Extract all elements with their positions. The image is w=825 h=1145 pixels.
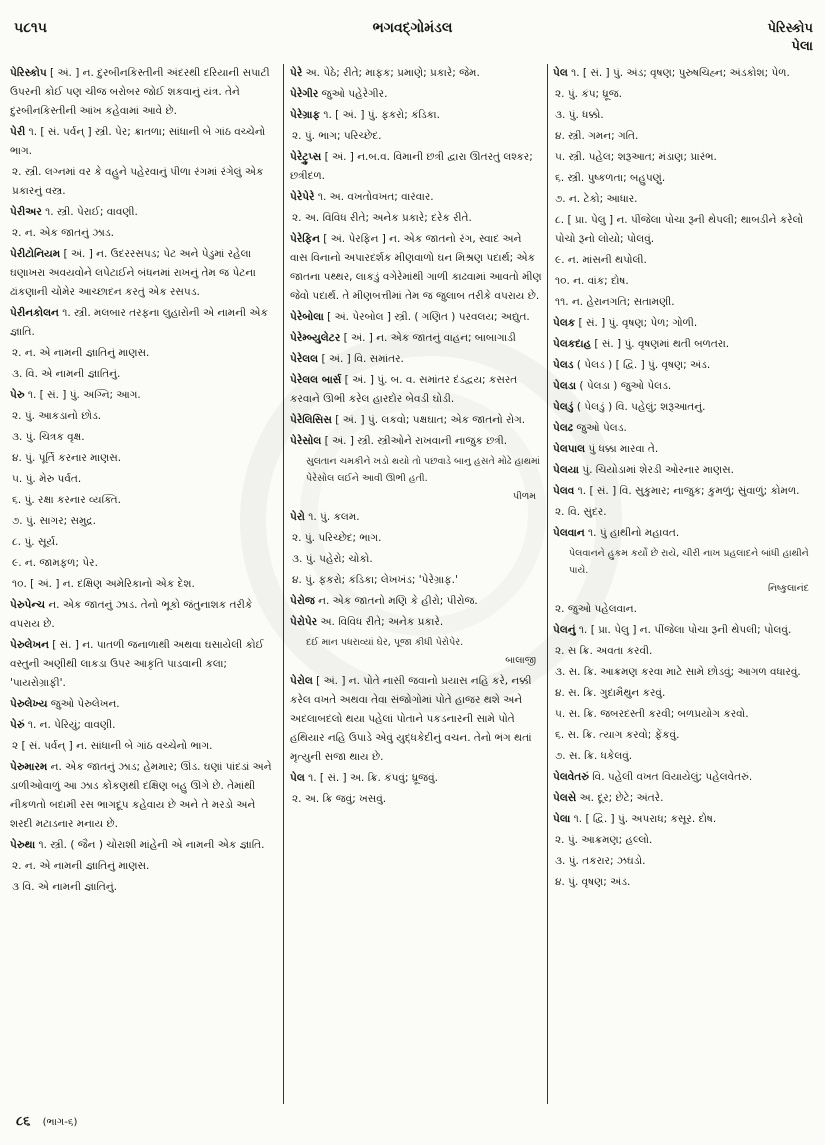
entry-sense	[290, 550, 542, 569]
headword: પેલડું	[553, 401, 574, 413]
headword: પેલ	[290, 772, 305, 784]
definition-text: ૧. [ સં. પર્વન્ ] સ્ત્રી. પેર; ક્રાતળા; સાંધાની બે ગાંઠ વચ્ચેનો ભાગ.	[10, 126, 266, 157]
definition-text: ૨. પું. ભાગ; પરિચ્છેદ.	[292, 130, 382, 142]
headword: પેરુપેન્ચ	[10, 599, 45, 611]
guide-word-last: પેલા	[791, 39, 813, 54]
dictionary-entry	[10, 64, 278, 121]
headword: પેરુ	[10, 389, 25, 401]
entry-sense	[10, 365, 278, 384]
dictionary-entry	[553, 461, 815, 480]
quotation-attribution: પીળમ	[513, 491, 536, 502]
quotation: દઈ માન પધરાવ્યાં ઘેર, પૂજા કીધી પેરોપેર.	[306, 637, 464, 648]
dictionary-entry	[290, 188, 542, 207]
definition-text: ૧. સ્ત્રી. ( જૈન ) ચોરાશી માંહેની એ નામની એક જ્ઞાતિ.	[35, 839, 265, 851]
definition-text: જુઓ પેલડ.	[572, 422, 627, 434]
dictionary-entry	[553, 314, 815, 333]
entry-sense	[553, 663, 815, 682]
entry-sense	[553, 684, 815, 703]
definition-text: ૧. [ દ્વિ. ] પું. અપરાધ; કસૂર. દોષ.	[570, 813, 717, 825]
definition-text: ૧. [ સં. ] પું. અંડ; વૃષણ; પુરુષચિહ્ન; અંડકોશ; પેળ.	[567, 67, 790, 79]
dictionary-entry	[290, 308, 542, 327]
headword: પેરેલિસિસ	[290, 414, 332, 426]
headword: પેરેપેરે	[290, 191, 315, 203]
footer-page-marker: ૮૬	[16, 1114, 31, 1129]
entry-sense	[10, 857, 278, 876]
quotation-attribution: નિષ્કુલાનંદ	[767, 583, 809, 594]
definition-text: ૪. પું. પૂર્તિ કરનાર માણસ.	[12, 452, 122, 464]
column-1	[10, 64, 278, 1104]
headword: પેરેબોલા	[290, 311, 324, 323]
definition-text: [ અં. ] પું. લકવો; પક્ષઘાત; એક જાતનો રોગ.	[331, 414, 526, 426]
headword: પેલવાન	[553, 527, 585, 539]
definition-text: ( પેલડ ) [ દ્વિ. ] પું. વૃષણ; અંડ.	[573, 359, 711, 371]
definition-text: ૨. જુઓ પહેલવાન.	[555, 603, 637, 615]
definition-text: ૫. સ્ત્રી. પહેલ; શરૂઆત; મંડાણ; પ્રારંભ.	[555, 151, 717, 163]
headword: પેરોપેર	[290, 616, 318, 628]
definition-text: જુઓ પેરુલેખન.	[47, 698, 120, 710]
definition-text: ૨. અ. વિવિધ રીતે; અનેક પ્રકારે; દરેક રીતે.	[292, 212, 472, 224]
definition-text: ૨ [ સં. પર્વન્ ] ન. સાંધાની બે ગાંઠ વચ્ચેનો ભાગ.	[12, 740, 213, 752]
definition-text: ૪. સ. ક્રિ. ગુદામૈથુન કરવું.	[555, 687, 666, 699]
definition-text: ૫. સ. ક્રિ. જબરદસ્તી કરવી; બળપ્રયોગ કરવો.	[555, 708, 749, 720]
entry-sense	[553, 272, 815, 291]
dictionary-entry	[290, 592, 542, 611]
dictionary-entry	[553, 789, 815, 808]
headword: પેલયા	[553, 464, 579, 476]
entry-sense	[10, 449, 278, 468]
definition-text: ૧. [ સં. ] અ. ક્રિ. કંપવું; ધ્રૂજવું.	[304, 772, 438, 784]
definition-text: ૨. પું. કંપ; ધ્રૂજ.	[555, 88, 623, 100]
quotation: પેલવાનને હુકમ કર્યો છે રાયે, ચીરી નાખ પ્રહલાદને બાંધી હાથીને પાયે.	[569, 548, 809, 576]
headword: પેલવ	[553, 485, 575, 497]
entry-sense	[553, 747, 815, 766]
definition-text: ૬. સ્ત્રી. પુષ્કળતા; બહુપણું.	[555, 172, 666, 184]
definition-text: જુઓ પહેરેગીર.	[318, 88, 388, 100]
definition-text: [ અં. ] પું. બ. વ. સમાંતર દંડદ્વય; કસરત કરવાને ઊભી કરેલ હારદોર બેવડી ઘોડી.	[290, 374, 518, 405]
dictionary-entry	[290, 411, 542, 430]
headword: પેલક	[553, 317, 576, 329]
definition-text: ૨. ન. એ નામની જ્ઞાતિનું માણસ.	[12, 860, 150, 872]
headword: પેરે	[290, 67, 303, 79]
entry-sense	[553, 503, 815, 522]
definition-text: ૧. [ પ્રા. પેલુ ] ન. પીંજેલા પોચા રૂની થેપલી; પોલવું.	[575, 624, 792, 636]
definition-text: ૧. [ સં. ] વિ. સુકુમાર; નાજુક; કુમળું; સુંવાળું; કોમળ.	[574, 485, 800, 497]
definition-text: ૨. સ્ત્રી. લગ્નમાં વર કે વહુને પહેરવાનું પીળા રંગમાં રંગેલું એક પ્રકારનું વસ્ત્ર.	[12, 166, 264, 197]
entry-sense	[553, 642, 815, 661]
entry-sense	[10, 533, 278, 552]
definition-text: પું. ચિયોડામાં શેરડી ઓરનાર માણસ.	[578, 464, 734, 476]
definition-text: પું ધક્કા મારવા તે.	[585, 443, 659, 455]
definition-text: ૩. વિ. એ નામની જ્ઞાતિનું.	[12, 368, 121, 380]
headword: પેરોલ	[290, 675, 313, 687]
dictionary-entry	[290, 350, 542, 369]
dictionary-entry	[290, 432, 542, 451]
headword: પેરેસોલ	[290, 435, 322, 447]
entry-sense	[290, 127, 542, 146]
entry-sense	[10, 737, 278, 756]
entry-sense	[10, 428, 278, 447]
headword: પેલઢ	[553, 422, 573, 434]
dictionary-entry	[553, 398, 815, 417]
definition-text: ૨. ન. એ નામની જ્ઞાતિનું માણસ.	[12, 347, 150, 359]
entry-sense	[553, 852, 815, 871]
headword: પેરી	[10, 126, 26, 138]
dictionary-entry	[290, 329, 542, 348]
dictionary-entry	[10, 245, 278, 302]
definition-text: ૩ વિ. એ નામની જ્ઞાતિનું.	[12, 881, 117, 893]
footer-volume: (ભાગ-૬)	[42, 1117, 78, 1128]
entry-sense	[553, 831, 815, 850]
dictionary-entry	[290, 64, 542, 83]
definition-text: ૨. વિ. સુંદર.	[555, 506, 607, 518]
entry-sense	[10, 344, 278, 363]
definition-text: ૨. પું. પરિચ્છેદ; ભાગ.	[292, 532, 382, 544]
quotation-attribution: બાલાજી	[505, 655, 536, 666]
dictionary-entry	[553, 524, 815, 543]
definition-text: ૬. સ. ક્રિ. ત્યાગ કરવો; ફેંકવું.	[555, 729, 680, 741]
headword: પેલકદાહ	[553, 338, 592, 350]
entry-sense	[10, 491, 278, 510]
definition-text: ૧૦. [ અં. ] ન. દક્ષિણ અમેરિકાનો એક દેશ.	[12, 578, 195, 590]
entry-sense	[553, 127, 815, 146]
definition-text: ૨. સ ક્રિ. અવતા કરવી.	[555, 645, 653, 657]
entry-sense	[10, 575, 278, 594]
dictionary-entry	[553, 440, 815, 459]
headword: પેલનું	[553, 624, 576, 636]
definition-text: ૯. ન. જામફળ; પેર.	[12, 557, 98, 569]
definition-text: ૩. પું. તકરાર; ઝઘડો.	[555, 855, 646, 867]
dictionary-entry	[553, 419, 815, 438]
definition-text: [ અં. ] ન.બ.વ. વિમાની છત્રી દ્વારા ઊતરતું લશ્કર; છત્રીદળ.	[290, 151, 533, 182]
headword: પેરેલલ	[290, 353, 319, 365]
definition-text: ( પેલડું ) વિ. પહેલું; શરૂઆતનું.	[573, 401, 706, 413]
definition-text: ( પેલડા ) જુઓ પેલડ.	[576, 380, 672, 392]
page-number: ૫૮૧૫	[14, 20, 47, 36]
headword: પેરેફિન	[290, 233, 320, 245]
headword: પેરિસ્કોપ	[10, 67, 47, 79]
column-2	[290, 64, 542, 1104]
headword: પેરીટોનિયમ	[10, 248, 61, 260]
definition-text: ૨. ન. એક જાતનું ઝાડ.	[12, 227, 114, 239]
definition-text: વિ. પહેલી વખત વિયાયેલું; પહેલવેતરું.	[588, 771, 753, 783]
headword: પેરોજ	[290, 595, 315, 607]
dictionary-entry	[290, 613, 542, 632]
entry-sense	[553, 705, 815, 724]
entry-sense	[10, 163, 278, 201]
dictionary-entry	[553, 482, 815, 501]
entry-sense	[553, 190, 815, 209]
dictionary-entry	[10, 123, 278, 161]
dictionary-entry	[553, 810, 815, 829]
dictionary-entry	[290, 106, 542, 125]
definition-text: [ સં. ] ન. પાતળી જનાળાથી અથવા ઘસાયેલી કોઈ વસ્તુની અણીથી લાકડા ઉપર આકૃતિ પાડવાની કલા; 'પાયરોગ્રાફી'.	[10, 639, 264, 689]
entry-sense	[10, 224, 278, 243]
entry-sense	[290, 529, 542, 548]
definition-text: અ. પેઠે; રીતે; માફક; પ્રમાણે; પ્રકારે; જેમ.	[302, 67, 480, 79]
column-divider	[547, 64, 548, 1104]
entry-sense	[553, 211, 815, 249]
definition-text: ૭. ન. ટેકો; આધાર.	[555, 193, 638, 205]
dictionary-entry	[290, 508, 542, 527]
entry-sense	[10, 554, 278, 573]
dictionary-entry	[290, 371, 542, 409]
definition-text: ૩. પું. ચિત્રક વૃક્ષ.	[12, 431, 85, 443]
entry-sense	[10, 407, 278, 426]
entry-sense	[553, 600, 815, 619]
definition-text: અ. વિવિધ રીતે; અનેક પ્રકારે.	[317, 616, 444, 628]
entry-sense	[553, 148, 815, 167]
headword: પેરેમ્બ્યુલેટર	[290, 332, 341, 344]
definition-text: ૫. પું. મેરુ પર્વત.	[12, 473, 82, 485]
headword: પેરેલલ બાર્સ	[290, 374, 342, 386]
entry-sense	[290, 209, 542, 228]
headword: પેરું	[10, 719, 25, 731]
quotation: સુલતાન ચમકીને ખડો થયો તો પછવાડે બાનુ હસતે મોઢે હાથમાં પેરેસોલ લઈને આવી ઊભી હતી.	[306, 456, 541, 484]
page-footer	[16, 1114, 77, 1129]
entry-sense	[290, 571, 542, 590]
guide-words	[768, 20, 813, 56]
entry-sense	[10, 512, 278, 531]
definition-text: ૧. [ સં. ] પું. અગ્નિ; આગ.	[24, 389, 141, 401]
entry-sense	[553, 251, 815, 270]
definition-text: ૨. પું. આક્રમણ; હલ્લો.	[555, 834, 653, 846]
dictionary-entry	[290, 672, 542, 767]
entry-sense	[553, 85, 815, 104]
headword: પેરીઅર	[10, 206, 42, 218]
dictionary-entry	[553, 621, 815, 640]
dictionary-entry	[553, 377, 815, 396]
headword: પેલડ	[553, 359, 574, 371]
entry-sense	[553, 726, 815, 745]
definition-text: ૧. પું હાથીનો મહાવત.	[584, 527, 680, 539]
definition-text: ૩. પું. પહેરો; ચોકો.	[292, 553, 373, 565]
column-divider	[283, 64, 284, 1104]
definition-text: ૮. [ પ્રા. પેલુ ] ન. પીંજેલા પોચા રૂની થેપલી; થાબડીને કરેલો પોચો રૂનો લોયો; પોલવું.	[555, 214, 804, 245]
dictionary-entry	[290, 85, 542, 104]
headword: પેરુથા	[10, 839, 36, 851]
definition-text: [ અં. ] ન. પોતે નાસી જવાનો પ્રયાસ નહિ કરે, નક્કી કરેલ વખતે અથવા તેવા સંજોગોમાં પોતે હાજર થશે અને અદલાબદલો થયા પહેલાં પોતાને પકડનારની સામે પોતે હથિયાર નહિ ઉપાડે એવું યુદ્ધકેદીનું વચન. તેનો ભંગ થતાં મૃત્યુની સજા થાય છે.	[290, 675, 532, 763]
definition-text: [ અં. ] ન. એક જાતનું વાહન; બાબાગાડી	[340, 332, 516, 344]
definition-text: [ સં. ] પું. વૃષણ; પેળ; ગોળી.	[575, 317, 698, 329]
dictionary-entry	[10, 716, 278, 735]
definition-text: અ. દૂર; છેટે; અંતરે.	[576, 792, 664, 804]
headword: પેરીનકોલન	[10, 307, 59, 319]
definition-text: [ અં. ] ન. ઉદરરસપડ; પેટ અને પેડુમાં રહેલા ઘણાખરા અવયવોને લપેટાઈને બંધનમાં રાખનું તેમ જ પેટના ઢાંકણાની ચોમેર આચ્છાદન કરતું એક રસપડ.	[10, 248, 256, 298]
definition-text: [ અં. ] સ્ત્રી. સ્ત્રીઓને રાખવાની નાજુક છત્રી.	[321, 435, 508, 447]
headword: પેરેટ્રુપ્સ	[290, 151, 322, 163]
dictionary-entry	[10, 758, 278, 834]
dictionary-entry	[10, 596, 278, 634]
dictionary-entry	[553, 768, 815, 787]
entry-sense	[553, 169, 815, 188]
entry-sense	[553, 873, 815, 892]
definition-text: ૭. પું. સાગર; સમુદ્ર.	[12, 515, 96, 527]
definition-text: [ અં. ] ન. દુરબીનકિસ્તીની અંદરથી દરિયાની સપાટી ઉપરની કોઈ પણ ચીજ બરોબર જોઈ શકવાનું યંત્ર. તેને દુરબીનકિસ્તીની આંખ કહેવામાં આવે છે.	[10, 67, 270, 117]
dictionary-entry	[10, 695, 278, 714]
headword: પેલસે	[553, 792, 577, 804]
definition-text: [ અં. પેરફિન ] ન. એક જાતનો રંગ, સ્વાદ અને વાસ વિનાનો અપારદર્શક મીણવાળો ઘન મિશ્રણ પદાર્થ; એક જાતના પથ્થર, લાકડું વગેરેમાંથી ગાળી કાઢવામાં આવતો મીણ જેવો પદાર્થ. તે મીણબત્તીમાં તેમ જ જુલાબ તરીકે વપરાય છે.	[290, 233, 542, 302]
entry-sense	[553, 106, 815, 125]
entry-sense	[10, 878, 278, 897]
headword: પેરેગીર	[290, 88, 319, 100]
dictionary-entry	[10, 386, 278, 405]
definition-text: ૧. પું. કલમ.	[304, 511, 360, 523]
definition-text: ૧૦. ન. વાંક; દોષ.	[555, 275, 629, 287]
definition-text: ૯. ન. માંસની થપોલી.	[555, 254, 647, 266]
dictionary-entry	[10, 836, 278, 855]
dictionary-entry	[10, 636, 278, 693]
definition-text: ૧. સ્ત્રી. મલબાર તરફના લુહારોની એ નામની એક જ્ઞાતિ.	[10, 307, 268, 338]
dictionary-entry	[553, 356, 815, 375]
definition-text: ૧. સ્ત્રી. પેરાઈ; વાવણી.	[41, 206, 138, 218]
definition-text: ન. એક જાતનું ઝાડ; હેમમાર; ઊંડ. ઘણાં પાંદડાં અને ડાળીઓવાળું આ ઝાડ કોંકણથી દક્ષિણ બહુ ઊગે છે. તેમાંથી નીકળતો બદામી રસ ભાગદૂપ કહેવાય છે અને તે મરડો અને શરદી મટાડનાર મનાય છે.	[10, 761, 272, 830]
definition-text: ૪. સ્ત્રી. ગમન; ગતિ.	[555, 130, 639, 142]
dictionary-entry	[290, 769, 542, 788]
definition-text: [ અં. પેરબોલ ] સ્ત્રી. ( ગણિત ) પરવલય; અદ્યુત.	[323, 311, 530, 323]
dictionary-entry	[10, 304, 278, 342]
headword: પેરુલેખન	[10, 639, 49, 651]
entry-sense	[553, 293, 815, 312]
dictionary-entry	[10, 203, 278, 222]
dictionary-entry	[290, 230, 542, 306]
definition-text: ૨. પું. આકડાનો છોડ.	[12, 410, 102, 422]
headword: પેલ	[553, 67, 568, 79]
definition-text: ૩. પું. ધક્કો.	[555, 109, 604, 121]
definition-text: ૨. અ. ક્રિ જવું; ખસવું.	[292, 793, 387, 805]
page-header	[0, 0, 825, 64]
dictionary-entry	[553, 64, 815, 83]
definition-text: ન. એક જાતનું ઝાડ. તેનો ભૂકો જંતુનાશક તરીકે વપરાય છે.	[10, 599, 253, 630]
definition-text: ૪. પું. વૃષણ; અંડ.	[555, 876, 631, 888]
definition-text: ૭. સ. ક્રિ. ધકેલવું.	[555, 750, 633, 762]
entry-sense	[10, 470, 278, 489]
definition-text: [ સં. ] પું. વૃષણમાં થતી બળતરા.	[591, 338, 730, 350]
definition-text: ૧૧. ન. હેરાનગતિ; સતામણી.	[555, 296, 675, 308]
entry-sense	[290, 790, 542, 809]
definition-text: ન. એક જાતનો મણિ કે હીરો; પીરોજ.	[314, 595, 478, 607]
column-3	[553, 64, 815, 1104]
dictionary-entry	[553, 335, 815, 354]
headword: પેલડા	[553, 380, 577, 392]
definition-text: ૬. પું. રક્ષા કરનાર વ્યક્તિ.	[12, 494, 121, 506]
headword: પેરો	[290, 511, 305, 523]
headword: પેરેગ્રાફ	[290, 109, 320, 121]
book-title: ભગવદ્ગોમંડલ	[372, 20, 453, 36]
headword: પેરુલેખ્ય	[10, 698, 48, 710]
headword: પેલા	[553, 813, 571, 825]
definition-text: ૩. સ. ક્રિ. આક્રમણ કરવા માટે સામે છોડવું; આગળ વધારવું.	[555, 666, 801, 678]
definition-text: ૮. પું. સૂર્ય.	[12, 536, 59, 548]
headword: પેલવેતરું	[553, 771, 589, 783]
definition-text: ૧. અ. વખતોવખત; વારંવાર.	[314, 191, 434, 203]
definition-text: ૧. ન. પેરિયું; વાવણી.	[24, 719, 116, 731]
headword: પેરુમારમ	[10, 761, 48, 773]
headword: પેલપાલ	[553, 443, 586, 455]
definition-text: ૪. પું. ફકરો; કંડિકા; લેખખંડ; 'પેરેગ્રાફ.'	[292, 574, 458, 586]
definition-text: ૧. [ અં. ] પું. ફકરો; કંડિકા.	[319, 109, 440, 121]
definition-text: [ અં. ] વિ. સમાંતર.	[318, 353, 404, 365]
guide-word-first: પેરિસ્કોપ	[767, 21, 813, 36]
dictionary-entry	[290, 148, 542, 186]
